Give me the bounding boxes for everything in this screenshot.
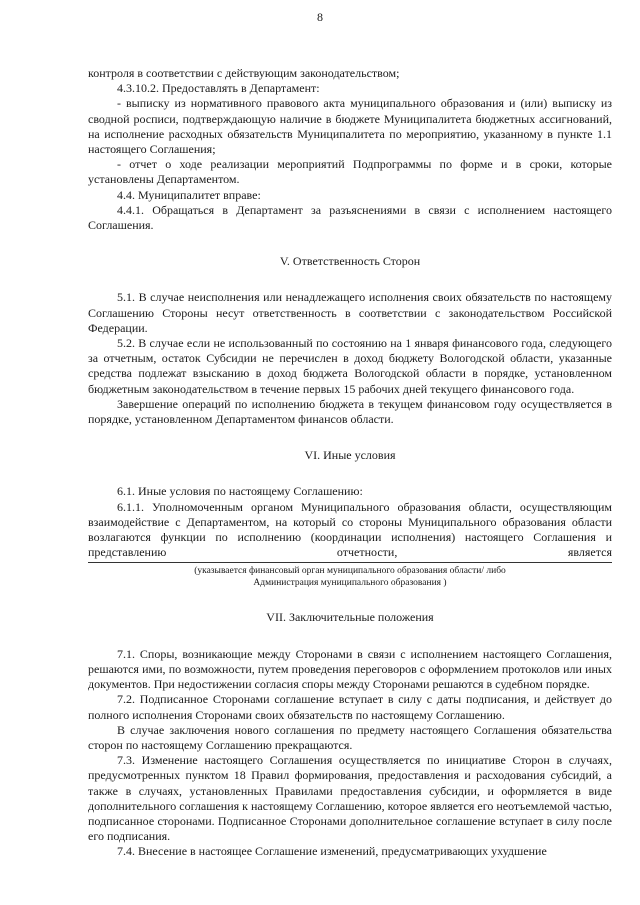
paragraph: - выписку из нормативного правового акта муниципального образования и (или) выписку из сводной росписи, подтверждающую наличие в бюджете Муниципалитета бюджетных ассигнований, на исполнение расходных обязательств Муниципалитета по мероприятию, указанному в пункте 1.1 настоящего Соглашения;	[88, 96, 612, 157]
page-number: 8	[317, 10, 323, 24]
paragraph: 4.4. Муниципалитет вправе:	[117, 187, 261, 202]
paragraph: 7.3. Изменение настоящего Соглашения осуществляется по инициативе Сторон в случаях, предусмотренных пунктом 18 Правил формирования, предоставления и расходования субсидий, а также в случаях, установленных Правилами предоставления субсидии, и оформляется в виде дополнительного соглашения к настоящему Соглашению, которое является его неотъемлемой частью, подписанное сторонами. Подписанное Сторонами дополнительное соглашение вступает в силу после его подписания.	[88, 753, 612, 844]
paragraph: Завершение операций по исполнению бюджета в текущем финансовом году осуществляется в порядке, установленном Департаментом финансов области.	[88, 396, 612, 427]
paragraph: 7.1. Споры, возникающие между Сторонами в связи с исполнением настоящего Соглашения, решаются ими, по возможности, путем проведения переговоров с оформлением протоколов или иных документов. При недостижении согласия споры между Сторонами решаются в судебном порядке.	[88, 646, 612, 692]
section-heading: VII. Заключительные положения	[266, 610, 434, 625]
paragraph: 5.2. В случае если не использованный по состоянию на 1 января финансового года, следующего за отчетным, остаток Субсидии не перечислен в доход бюджету Вологодской области, указанные средства подлежат взысканию в доход бюджета Вологодской области в порядке, установленном бюджетным законодательством в течение первых 15 рабочих дней текущего финансового года.	[88, 336, 612, 396]
paragraph: 7.4. Внесение в настоящее Соглашение изменений, предусматривающих ухудшение	[117, 844, 547, 859]
paragraph: 7.2. Подписанное Сторонами соглашение вступает в силу с даты подписания, и действует до полного исполнения Сторонами своих обязательств по настоящему Соглашению.	[88, 692, 612, 722]
paragraph: 6.1.1. Уполномоченным органом Муниципального образования области, осуществляющим взаимодействие с Департаментом, на который со стороны Муниципального образования области возлагаются функции по исполнению (координации исполнения) настоящего Соглашения и представлению отчетности, является	[88, 499, 612, 560]
paragraph: 6.1. Иные условия по настоящему Соглашению:	[117, 484, 363, 499]
caption: (указывается финансовый орган муниципального образования области/ либо	[194, 566, 506, 577]
paragraph: 4.3.10.2. Предоставлять в Департамент:	[117, 81, 320, 96]
paragraph: 4.4.1. Обращаться в Департамент за разъяснениями в связи с исполнением настоящего Соглашения.	[88, 202, 612, 233]
document-body	[88, 66, 612, 860]
paragraph: контроля в соответствии с действующим законодательством;	[88, 66, 400, 80]
caption: Администрация муниципального образования )	[253, 578, 447, 589]
fill-in-line	[88, 560, 612, 563]
section-heading: V. Ответственность Сторон	[279, 254, 421, 269]
section-heading: VI. Иные условия	[304, 448, 396, 463]
paragraph: 5.1. В случае неисполнения или ненадлежащего исполнения своих обязательств по настоящему Соглашению Стороны несут ответственность в соответствии с законодательством Российской Федерации.	[88, 290, 612, 335]
paragraph: В случае заключения нового соглашения по предмету настоящего Соглашения обязательства сторон по настоящему Соглашению прекращаются.	[88, 722, 612, 752]
paragraph: - отчет о ходе реализации мероприятий Подпрограммы по форме и в сроки, которые установлены Департаментом.	[88, 157, 612, 187]
